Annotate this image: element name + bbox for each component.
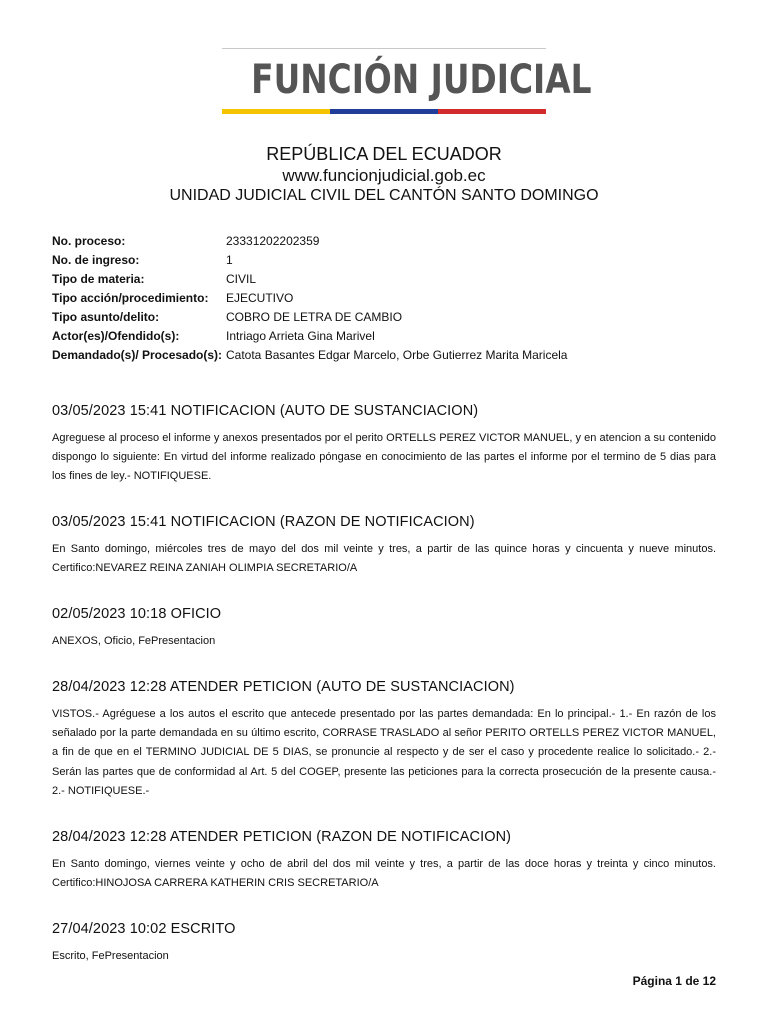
case-info-label: Tipo de materia: bbox=[52, 272, 145, 286]
case-info-label: Actor(es)/Ofendido(s): bbox=[52, 329, 180, 343]
case-info-table bbox=[52, 232, 716, 376]
case-info-row bbox=[52, 308, 716, 327]
entry-body: En Santo domingo, viernes veinte y ocho de abril del dos mil veinte y tres, a partir de las doce horas y treinta y cinco minutos. Certifico:HINOJOSA CARRERA KATHERIN CRIS SECRETARIO/A bbox=[52, 858, 716, 890]
case-info-value: CIVIL bbox=[226, 272, 257, 286]
case-info-value: Catota Basantes Edgar Marcelo, Orbe Gutierrez Marita Maricela bbox=[226, 348, 568, 362]
case-entry bbox=[52, 828, 716, 893]
entry-title: 28/04/2023 12:28 ATENDER PETICION (RAZON DE NOTIFICACION) bbox=[52, 829, 512, 845]
judicial-unit-heading: UNIDAD JUDICIAL CIVIL DEL CANTÓN SANTO DOMINGO bbox=[169, 187, 599, 204]
case-entry bbox=[52, 678, 716, 801]
entry-title: 27/04/2023 10:02 ESCRITO bbox=[52, 921, 236, 937]
case-info-value: 23331202202359 bbox=[226, 234, 320, 248]
case-info-row bbox=[52, 289, 716, 308]
case-info-value: Intriago Arrieta Gina Marivel bbox=[226, 329, 375, 343]
case-info-label: No. proceso: bbox=[52, 234, 126, 248]
entry-body: Agreguese al proceso el informe y anexos presentados por el perito ORTELLS PEREZ VICTOR MANUEL, y en atencion a su contenido dispongo lo siguiente: En virtud del informe realizado póngase en conocimiento de las partes el informe por el termino de 5 dias para los fines de ley.- NOTIFIQUESE. bbox=[52, 432, 716, 483]
case-info-row bbox=[52, 327, 716, 346]
case-info-label: No. de ingreso: bbox=[52, 253, 140, 267]
funcion-judicial-logo bbox=[222, 48, 592, 118]
case-info-row bbox=[52, 346, 716, 376]
case-info-value: EJECUTIVO bbox=[226, 291, 294, 305]
logo-text: FUNCIÓN JUDICIAL bbox=[251, 57, 592, 103]
case-info-row bbox=[52, 232, 716, 251]
case-entry bbox=[52, 605, 716, 651]
case-entry bbox=[52, 920, 716, 966]
entry-body: Escrito, FePresentacion bbox=[52, 950, 169, 962]
entry-title: 03/05/2023 15:41 NOTIFICACION (RAZON DE NOTIFICACION) bbox=[52, 514, 475, 530]
case-info-label: Demandado(s)/ Procesado(s): bbox=[52, 348, 223, 362]
case-info-row bbox=[52, 251, 716, 270]
flag-stripe-red bbox=[438, 109, 546, 114]
flag-stripe-yellow bbox=[222, 109, 330, 114]
entry-title: 28/04/2023 12:28 ATENDER PETICION (AUTO DE SUSTANCIACION) bbox=[52, 679, 515, 695]
case-info-label: Tipo asunto/delito: bbox=[52, 310, 160, 324]
case-info-label: Tipo acción/procedimiento: bbox=[52, 291, 209, 305]
entry-body: En Santo domingo, miércoles tres de mayo del dos mil veinte y tres, a partir de las quince horas y cincuenta y nueve minutos. Certifico:NEVAREZ REINA ZANIAH OLIMPIA SECRETARIO/A bbox=[52, 543, 716, 575]
republic-heading: REPÚBLICA DEL ECUADOR bbox=[266, 144, 502, 164]
entry-body: ANEXOS, Oficio, FePresentacion bbox=[52, 635, 216, 647]
logo-top-rule bbox=[222, 48, 546, 49]
case-info-row bbox=[52, 270, 716, 289]
entry-body: VISTOS.- Agréguese a los autos el escrito que antecede presentado por las partes demandada: En lo principal.- 1.- En razón de los señalado por la parte demandada en su último escrito, CORRASE TRASLADO al señor PERITO ORTELLS PEREZ VICTOR MANUEL, a fin de que en el TERMINO JUDICIAL DE 5 DIAS, se pronuncie al respecto y de ser el caso y procedente realice lo solicitado.- 2.-Serán las partes que de conformidad al Art. 5 del COGEP, presente las peticiones para la correcta prosecución de la presente causa.- 2.- NOTIFIQUESE.- bbox=[52, 708, 716, 797]
logo-flag-bar bbox=[222, 109, 546, 114]
case-info-value: COBRO DE LETRA DE CAMBIO bbox=[226, 310, 403, 324]
case-info-value: 1 bbox=[226, 253, 233, 267]
website-text: www.funcionjudicial.gob.ec bbox=[282, 166, 486, 185]
entry-title: 02/05/2023 10:18 OFICIO bbox=[52, 606, 222, 622]
case-entry bbox=[52, 513, 716, 578]
case-entry bbox=[52, 402, 716, 487]
flag-stripe-blue bbox=[330, 109, 438, 114]
entry-title: 03/05/2023 15:41 NOTIFICACION (AUTO DE SUSTANCIACION) bbox=[52, 403, 479, 419]
page-number: Página 1 de 12 bbox=[632, 974, 716, 988]
